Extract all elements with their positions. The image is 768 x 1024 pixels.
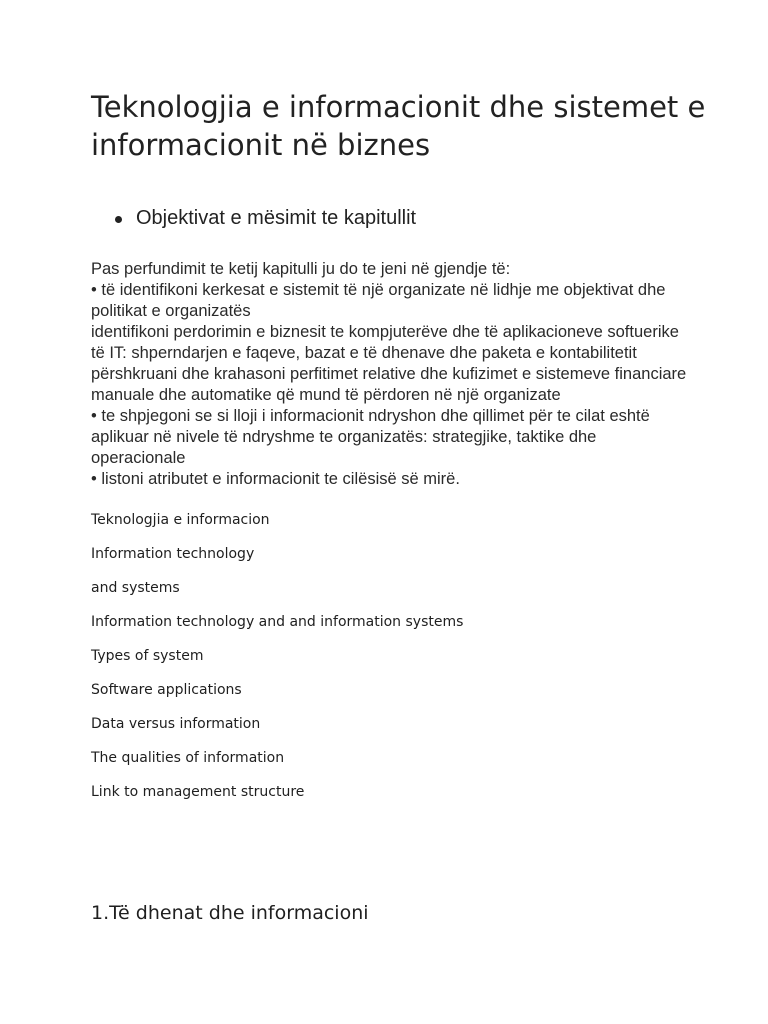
objective-line: • të identifikoni kerkesat e sistemit të një organizate në lidhje me objektivat dhe politikat e organizatës xyxy=(91,281,666,320)
objective-line: • te shpjegoni se si lloji i informacionit ndryshon dhe qillimet për te cilat eshtë aplikuar në nivele të ndryshme te organizatës: strategjike, taktike dhe operacionale xyxy=(91,407,650,467)
topic-item: The qualities of information xyxy=(91,750,285,766)
topic-item: Types of system xyxy=(91,648,204,664)
bullet-icon xyxy=(115,216,122,223)
objectives-paragraph xyxy=(91,259,691,490)
topic-item: Link to management structure xyxy=(91,784,305,800)
topic-item: Data versus information xyxy=(91,716,261,732)
objectives-heading: Objektivat e mësimit te kapitullit xyxy=(136,207,417,229)
objective-line: Pas perfundimit te ketij kapitulli ju do te jeni në gjendje të: xyxy=(91,260,511,278)
topic-item: Information technology and and information systems xyxy=(91,614,464,630)
topic-item: Teknologjia e informacion xyxy=(91,512,270,528)
objective-line: përshkruani dhe krahasoni perfitimet relative dhe kufizimet e sistemeve financiare manuale dhe automatike që mund të përdoren në një organizate xyxy=(91,365,687,404)
objectives-heading-item xyxy=(91,204,416,232)
topic-item: and systems xyxy=(91,580,180,596)
objective-line: • listoni atributet e informacionit te cilësisë së mirë. xyxy=(91,470,460,488)
objective-line: identifikoni perdorimin e biznesit te kompjuterëve dhe të aplikacioneve softuerike të IT: shperndarjen e faqeve, bazat e të dhenave dhe paketa e kontabilitetit xyxy=(91,323,679,362)
document-title: Teknologjia e informacionit dhe sistemet e informacionit në biznes xyxy=(91,90,706,162)
topic-item: Software applications xyxy=(91,682,242,698)
section-heading: 1.Të dhenat dhe informacioni xyxy=(91,902,369,924)
topic-item: Information technology xyxy=(91,546,255,562)
objectives-heading-list xyxy=(91,204,416,232)
topics-list xyxy=(91,509,691,815)
